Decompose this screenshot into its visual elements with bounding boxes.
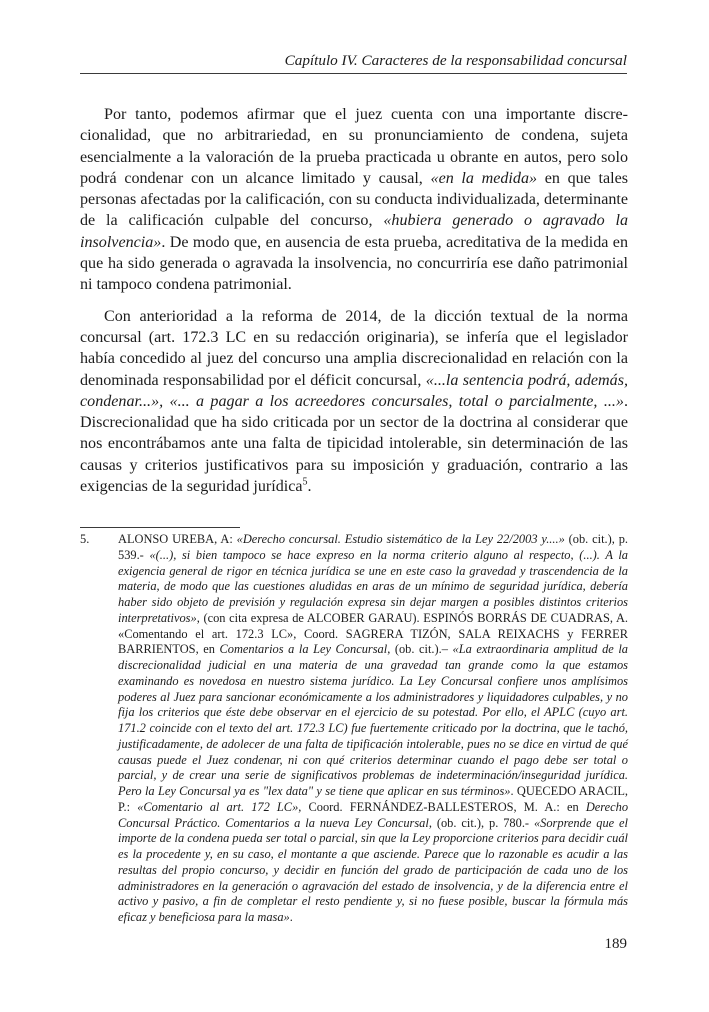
text-run: , (ob. cit.).– [387,642,453,657]
italic-quote: «en la medida» [430,169,538,187]
text-run: . De modo que, en ausencia de esta prueba, acreditativa de la medida en que ha sido generada o agravada la insolvencia, no concurriría ese daño patrimonial ni tampoco condena patrimonial. [80,233,628,294]
footnote-number: 5. [80,532,90,546]
text-run: . Discrecionalidad que ha sido criticada por un sector de la doctrina al considerar que nos encontrábamos ante una falta de tipicidad intolerable, sin determinación de las causas y criterios justificativos para su imposición y graduación, contrario a las exigencias de la seguridad jurídica [80,392,628,496]
text-run: , (con cita expresa de ALCOBER GARAU). ESPINÓS BORRÁS DE CUADRAS, A. «Comentando el art. 172.3 LC», Coord. SAGRERA TIZÓN, SALA REIXACHS y FERRER BARRIENTOS, en [118,610,628,657]
running-header: Capítulo IV. Caracteres de la responsabilidad concursal [80,52,627,74]
text-run: . [307,478,312,496]
italic-run: «(...), si bien tampoco se hace expreso en la norma criterio alguno al respecto, (...). A la exigencia general de rigor en técnica jurídica se une en este caso la gravedad y trascendencia de la materia, de modo que las cuestiones aludidas en aras de un mínimo de seguridad jurídica, debería haber sido objeto de previsión y regulación expresa sin dejar margen a posibles distintos criterios interpretativos» [118,547,628,625]
footnote-5 [80,532,628,926]
italic-run: «Derecho concursal. Estudio sistemático de la Ley 22/2003 y....» [236,532,565,546]
italic-run: Comentarios a la Ley Concursal [219,642,388,657]
page-number: 189 [604,936,627,952]
text-run: . [289,910,293,924]
text-run: (ob. cit.), p. 539.- [118,532,629,562]
body-text [80,104,628,497]
italic-quote: «...la sentencia podrá, además, condenar...», «... a pagar a los acreedores concursales, total o parcialmente, ...» [80,371,628,410]
text-run: , (ob. cit.), p. 780.- [428,815,534,830]
text-run: , Coord. FERNÁNDEZ-BALLESTEROS, M. A.: en [298,799,586,814]
text-run: Por tanto, podemos afirmar que el juez cuenta con una importante discrecionalidad, que no arbitrariedad, en su pronunciamiento de condena, sujeta esencialmente a la valoración de la prueba practicada u obrante en autos, pero solo podrá condenar con un alcance limitado y causal, [80,106,628,187]
paragraph-2 [80,306,628,498]
text-run: en que tales personas afectadas por la calificación, con su conducta individualizada, determinante de la calificación culpable del concurso, [80,169,628,230]
text-run: Con anterioridad a la reforma de 2014, de la dicción textual de la norma concursal (art. 172.3 LC en su redacción originaria), se infería que el legislador había concedido al juez del concurso una amplia discrecionalidad en relación con la denominada responsabilidad por el déficit concursal, [80,307,628,389]
italic-run: «Sorprende que el importe de la condena pueda ser total o parcial, sin que la Ley proporcione criterios para decidir cuál es la procedente y, en su caso, el montante a que asciende. Parece que lo razonable es acudir a las resultas del propio concurso, y decidir en función del grado de participación de cada uno de los administradores en la generación o agravación del estado de insolvencia, y de la diferencia entre el activo y pasivo, a fin de completar el resto pendiente y, si no fuese posible, buscar la fórmula más eficaz y beneficiosa para la masa» [118,815,629,924]
footnote-text [118,532,628,926]
italic-run: «Comentario al art. 172 LC» [137,799,299,814]
footnote-separator [80,527,240,528]
footnote-reference[interactable]: 5 [302,476,308,488]
italic-quote: «hubiera generado o agravado la insolvencia» [80,212,628,251]
text-run: ALONSO UREBA, A: [118,532,237,546]
italic-run: «La extraordinaria amplitud de la discrecionalidad judicial en una materia de una gravedad tan grande como la que estamos examinando es novedosa en nuestro sistema jurídico. La Ley Concursal confiere unos amplísimos poderes al Juez para sancionar económicamente a los administradores y liquidadores culpables, y no fija los criterios que éste debe observar en el ejercicio de su potestad. Por ello, el APLC (cuyo art. 171.2 coincide con el texto del art. 172.3 LC) fue fuertemente criticado por la doctrina, que le tachó, justificadamente, de adolecer de una falta de tipificación intolerable, pues no se dice en virtud de qué causas puede el Juez condenar, ni con qué criterios determinar cuando el pago debe ser total o parcial, y de crear una serie de significativos problemas de indeterminación/inseguridad jurídica. Pero la Ley Concursal ya es "lex data" y se tiene que aplicar en sus términos» [118,642,628,798]
paragraph-1 [80,104,628,296]
text-run: . QUECEDO ARACIL, P.: [118,784,628,814]
italic-run: Derecho Concursal Práctico. Comentarios a la nueva Ley Concursal [118,799,629,830]
